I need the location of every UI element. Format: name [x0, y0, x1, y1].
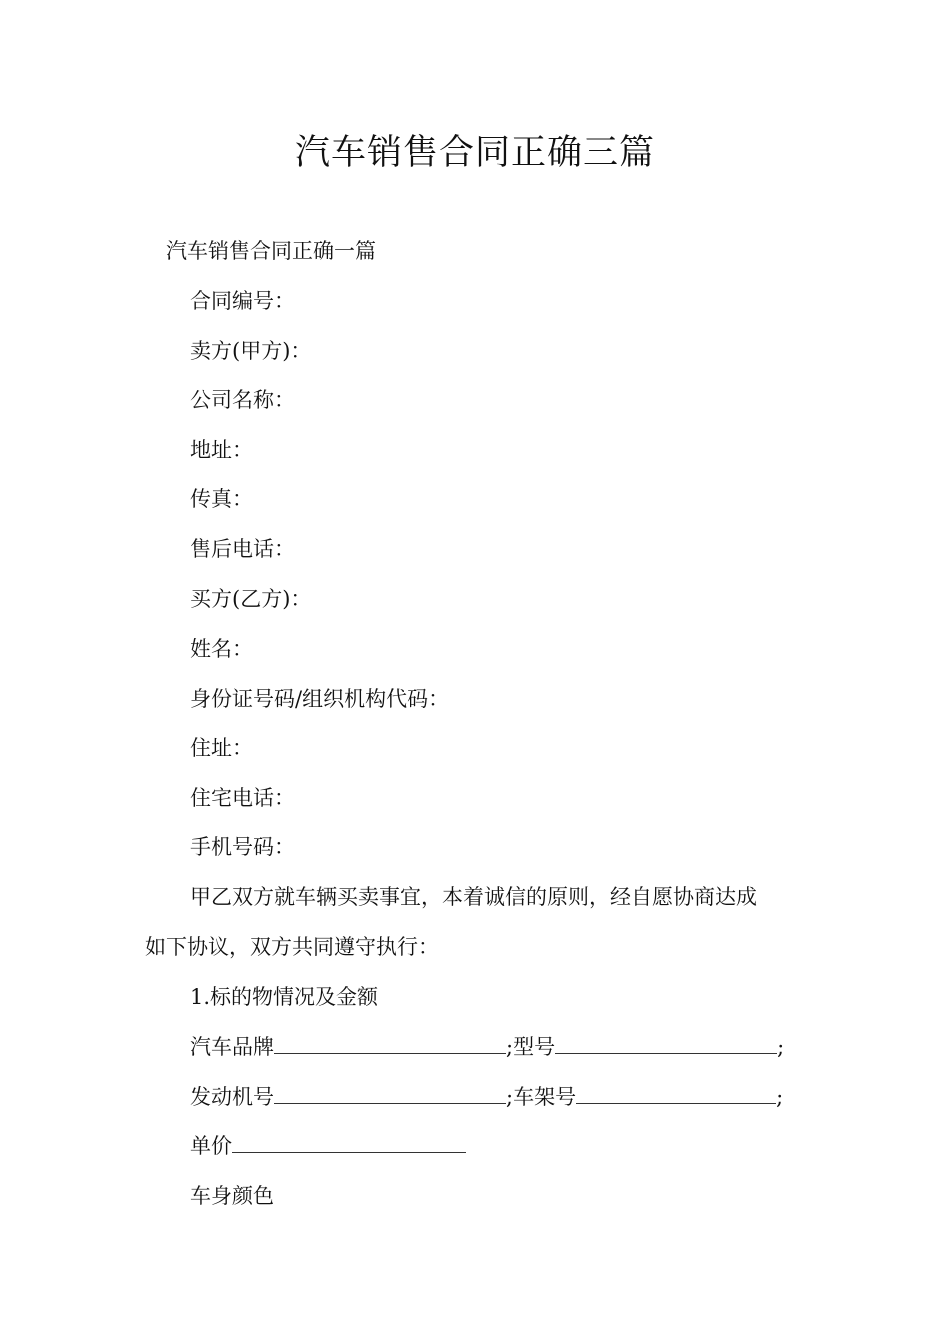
- field-seller: 卖方(甲方)：: [190, 339, 312, 363]
- section-heading: 汽车销售合同正确一篇: [166, 239, 376, 263]
- field-fax: 传真：: [190, 487, 253, 511]
- field-residence: 住址：: [190, 736, 253, 760]
- engine-chassis-row: [190, 1082, 783, 1112]
- field-name: 姓名：: [190, 637, 253, 661]
- field-buyer: 买方(乙方)：: [190, 587, 312, 611]
- field-home-phone: 住宅电话：: [190, 786, 295, 810]
- field-mobile: 手机号码：: [190, 835, 295, 859]
- intro-line-1: 甲乙双方就车辆买卖事宜，本着诚信的原则，经自愿协商达成: [190, 885, 757, 909]
- semicolon-2: ;: [776, 1085, 784, 1109]
- unit-price-row: [190, 1131, 466, 1161]
- field-address: 地址：: [190, 438, 253, 462]
- semicolon-1: ;: [777, 1035, 785, 1059]
- engine-label: 发动机号: [190, 1085, 274, 1109]
- engine-blank: [274, 1083, 506, 1104]
- brand-label: 汽车品牌: [190, 1035, 274, 1059]
- model-blank: [555, 1033, 777, 1054]
- unit-price-label: 单价: [190, 1134, 232, 1158]
- body-color-label: 车身颜色: [190, 1184, 274, 1208]
- chassis-blank: [576, 1083, 776, 1104]
- unit-price-blank: [232, 1132, 466, 1153]
- field-id-code: 身份证号码/组织机构代码：: [190, 687, 450, 711]
- field-aftersales-phone: 售后电话：: [190, 537, 295, 561]
- field-company-name: 公司名称：: [190, 388, 295, 412]
- brand-blank: [274, 1033, 506, 1054]
- brand-model-row: [190, 1032, 784, 1062]
- clause-1-title: 1.标的物情况及金额: [190, 985, 379, 1009]
- field-contract-no: 合同编号：: [190, 289, 295, 313]
- intro-line-2: 如下协议，双方共同遵守执行：: [145, 935, 439, 959]
- chassis-label: ;车架号: [506, 1085, 577, 1109]
- model-label: ;型号: [506, 1035, 556, 1059]
- document-title: 汽车销售合同正确三篇: [294, 133, 655, 173]
